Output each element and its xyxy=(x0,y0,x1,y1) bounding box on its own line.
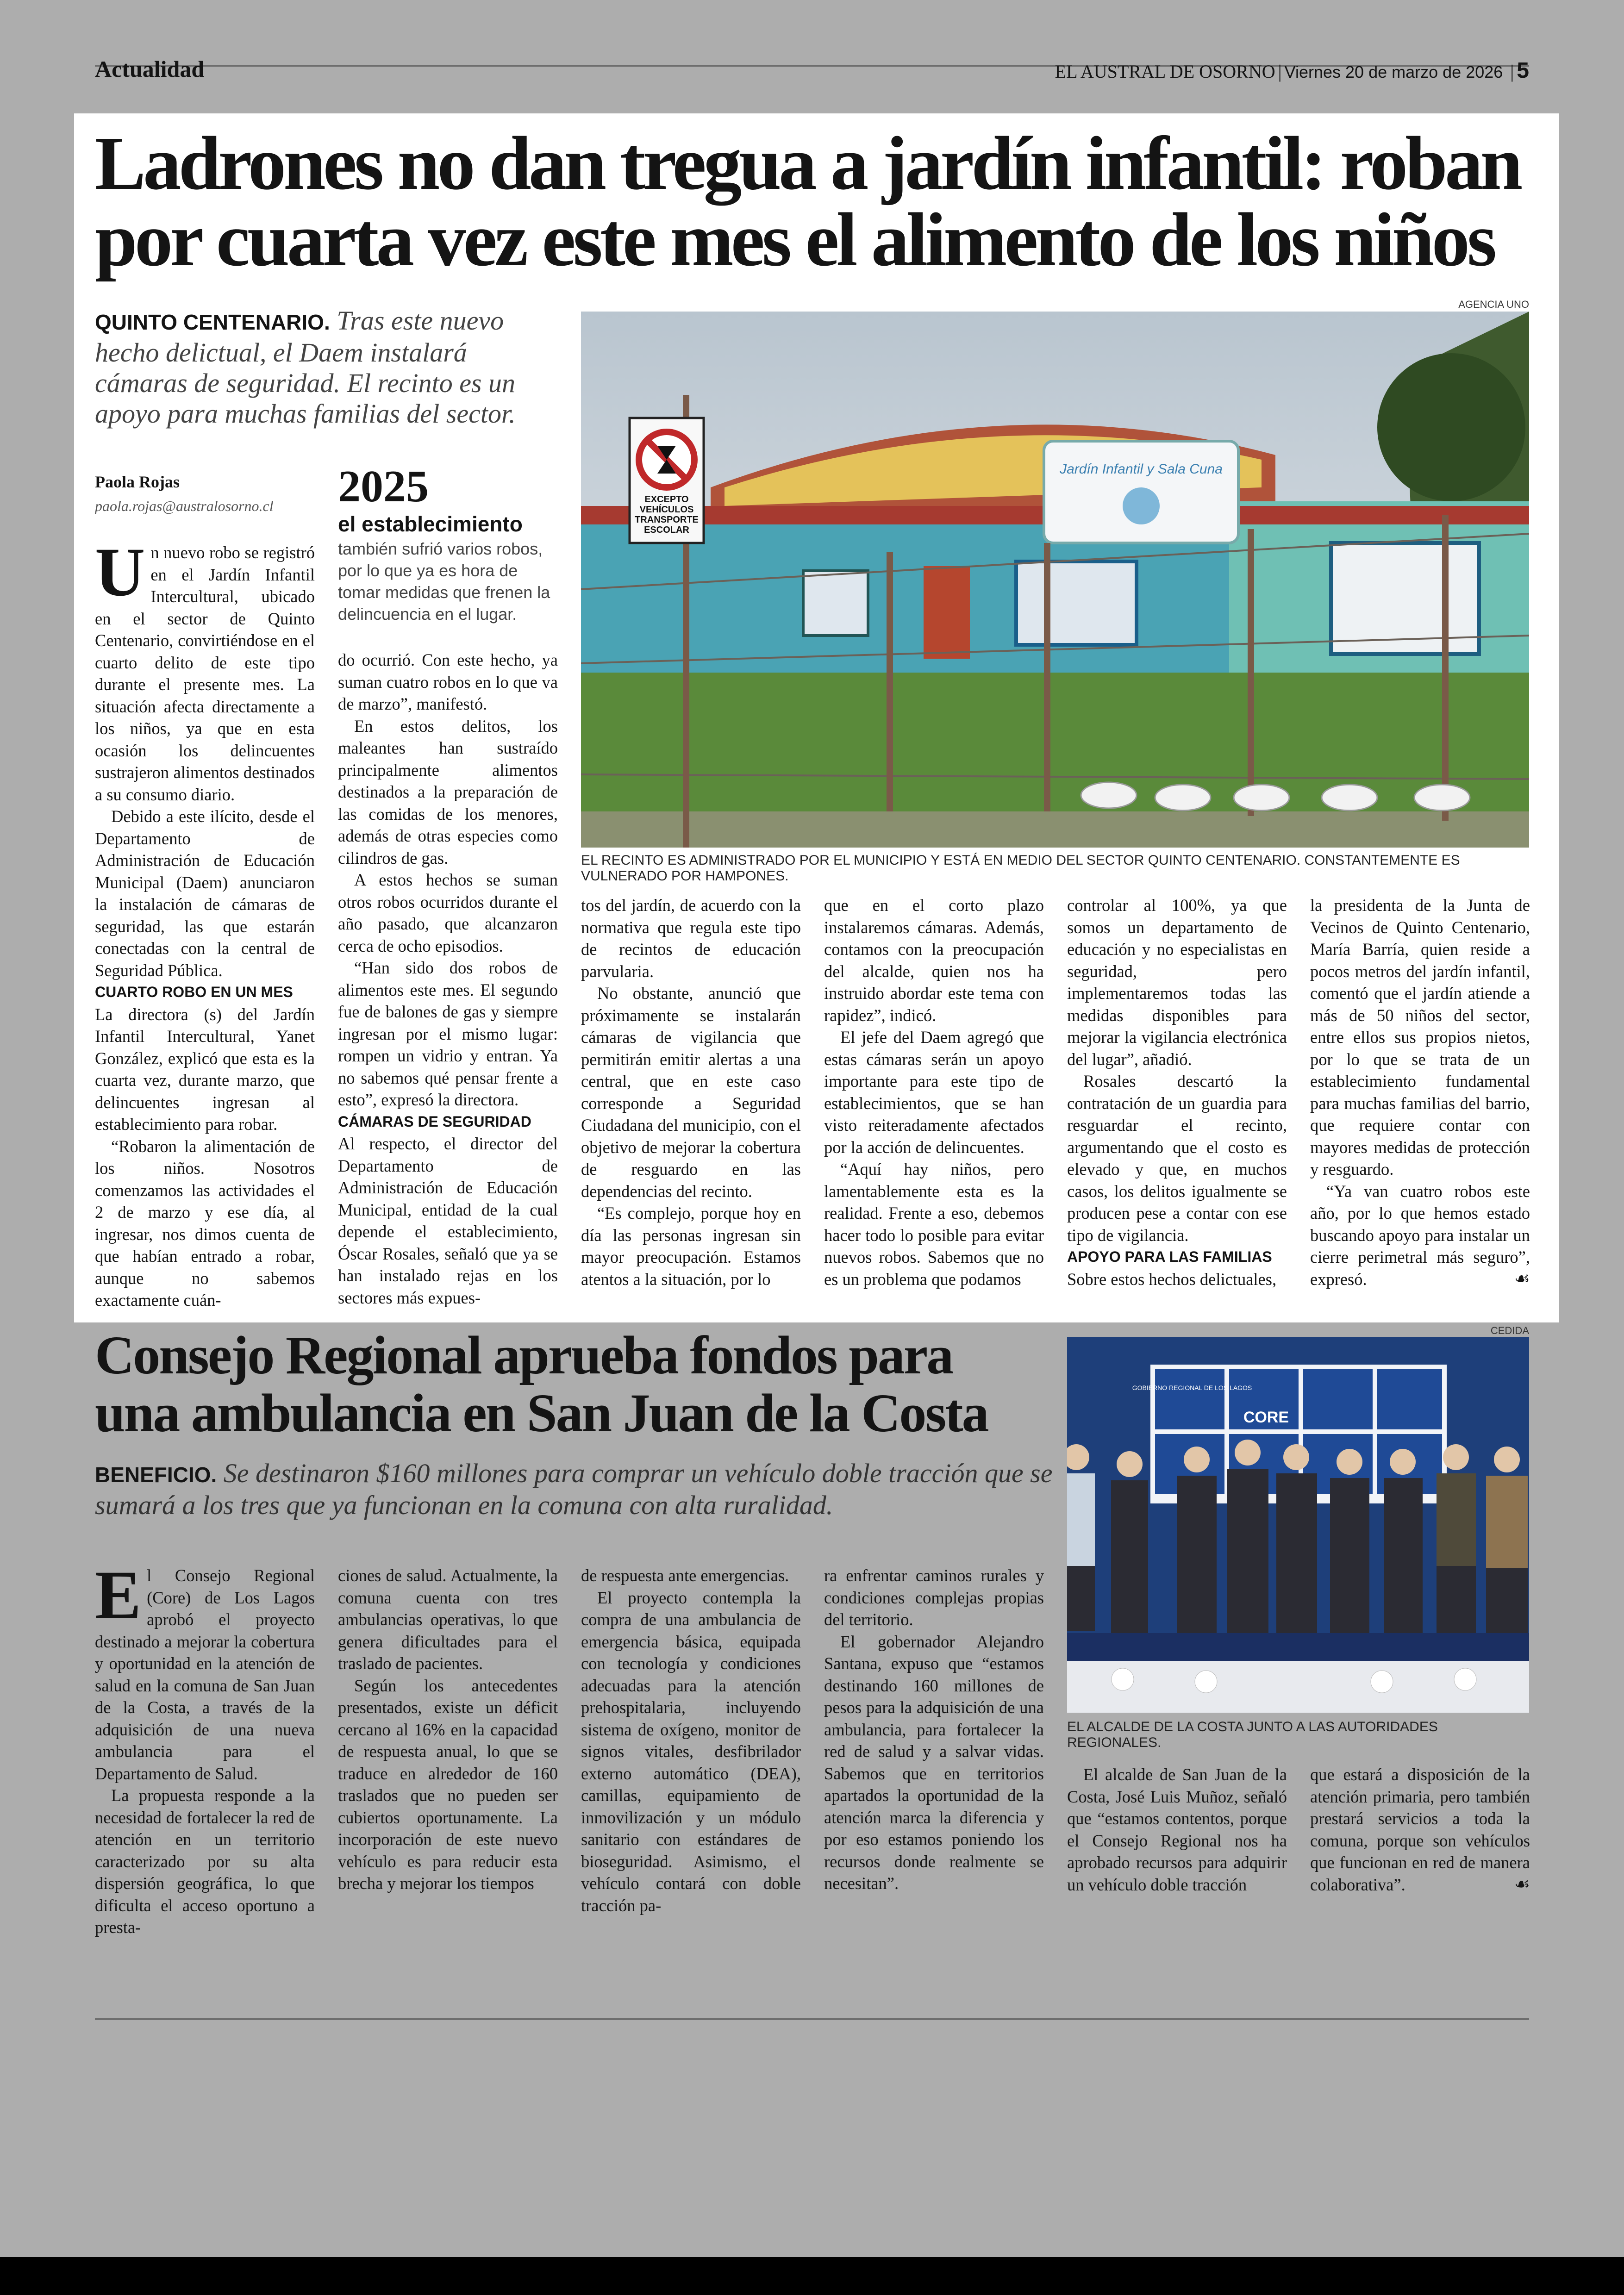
fact-label: el establecimiento xyxy=(338,512,523,536)
paragraph: El alcalde de San Juan de la Costa, José Luis Muñoz, señaló que “estamos contentos, porque el Consejo Regional nos ha aprobado recursos para adquirir un vehículo doble tracción xyxy=(1067,1765,1287,1894)
paragraph: La directora (s) del Jardín Infantil Intercultural, Yanet González, explicó que esta es la cuarta vez, durante marzo, que delincuentes ingresan al establecimiento para robar. xyxy=(95,1004,315,1134)
headline-line-2: una ambulancia en San Juan de la Costa xyxy=(95,1383,988,1443)
headline-line-1: Consejo Regional aprueba fondos para xyxy=(95,1325,953,1385)
paragraph: “Es complejo, porque hoy en día las personas ingresan sin mayor preocupación. Estamos atentos a la situación, por lo xyxy=(581,1204,801,1289)
paragraph: En estos delitos, los maleantes han sustraído principalmente alimentos destinados a la preparación de las comidas de los menores, además de otras especies como cilindros de gas. xyxy=(338,716,558,867)
author-name: Paola Rojas xyxy=(95,473,180,491)
issue-date: Viernes 20 de marzo de 2026 xyxy=(1284,62,1503,81)
paragraph: “Aquí hay niños, pero lamentablemente esta es la realidad. Frente a eso, debemos hacer todo lo posible para evitar nuevos robos. Sabemos que no es un problema que podamos xyxy=(824,1160,1044,1289)
paragraph: Debido a este ilícito, desde el Departamento de Administración de Educación Municipal (Daem) anunciaron la instalación de cámaras de seguridad, las que estarán conectadas con la central de Seguridad Pública. xyxy=(95,807,315,980)
dropcap: U xyxy=(95,534,145,611)
kindergarten-illustration xyxy=(581,312,1529,848)
masthead xyxy=(1055,58,1529,83)
article-2-headline xyxy=(95,1326,1058,1442)
page-number: 5 xyxy=(1517,58,1529,83)
bottom-bar xyxy=(0,2257,1624,2295)
article-2-column-4 xyxy=(824,1565,1044,1895)
photo-caption: EL ALCALDE DE LA COSTA JUNTO A LAS AUTORIDADES REGIONALES. xyxy=(1067,1719,1438,1750)
end-mark-icon: ☙ xyxy=(1514,1874,1530,1894)
paragraph: No obstante, anunció que próximamente se instalarán cámaras de vigilancia que permitirán emitir alertas a una central, que en este caso corresponde a Seguridad Ciudadana del municipio, con el objetivo de mejorar la cobertura de resguardo en las dependencias del recinto. xyxy=(581,984,801,1201)
headline-line-2: por cuarta vez este mes el alimento de los niños xyxy=(95,197,1494,282)
publication-name: EL AUSTRAL DE OSORNO xyxy=(1055,61,1275,82)
article-1-column-4 xyxy=(824,894,1044,1290)
paragraph: que en el corto plazo instalaremos cámaras. Además, contamos con la preocupación del alcalde, quien nos ha instruido abordar este tema con rapidez”, indicó. xyxy=(824,896,1044,1025)
fact-number: 2025 xyxy=(338,461,429,511)
dropcap: E xyxy=(95,1557,142,1634)
paragraph xyxy=(1310,1764,1530,1896)
headline-line-1: Ladrones no dan tregua a jardín infantil: roban xyxy=(95,121,1520,206)
paragraph: ra enfrentar caminos rurales y condiciones complejas propias del territorio. xyxy=(824,1566,1044,1629)
sign-text: EXCEPTO VEHÍCULOS TRANSPORTE ESCOLAR xyxy=(635,494,699,535)
paragraph: n nuevo robo se registró en el Jardín Infantil Intercultural, ubicado en el sector de Quinto Centenario, convirtiéndose en el cuarto delito de este tipo durante el presente mes. La situación afecta directamente a los niños, ya que en esta ocasión los delincuentes sustrajeron alimentos destinados a su consumo diario. xyxy=(95,543,315,804)
subheading: APOYO PARA LAS FAMILIAS xyxy=(1067,1248,1272,1265)
masthead-separator: | xyxy=(1278,61,1282,82)
paragraph: Según los antecedentes presentados, existe un déficit cercano al 16% en la capacidad de respuesta anual, lo que se traduce en alrededor de 160 traslados que no pueden ser cubiertos oportunamente. La incorporación de este nuevo vehículo es para reducir esta brecha y mejorar los tiempos xyxy=(338,1676,558,1893)
bottom-rule xyxy=(95,2018,1529,2020)
article-1-column-6 xyxy=(1310,894,1530,1290)
article-1-column-3 xyxy=(581,894,801,1290)
article-2-column-3 xyxy=(581,1565,801,1916)
paragraph: la presidenta de la Junta de Vecinos de Quinto Centenario, María Barría, quien reside a pocos metros del jardín infantil, comentó que el jardín atiende a más de 50 niños del sector, entre ellos sus propios nietos, por lo que se trata de un establecimiento fundamental para muchas familias del barrio, que requiere contar con mayores medidas de protección y resguardo. xyxy=(1310,896,1530,1179)
article-2-column-2 xyxy=(338,1565,558,1895)
fact-text: también sufrió varios robos, por lo que ya es hora de tomar medidas que frenen la delincuencia en el lugar. xyxy=(338,539,550,624)
paragraph: El jefe del Daem agregó que estas cámaras serán un apoyo importante para este tipo de establecimientos, que se han visto reiteradamente afectados por la acción de delincuentes. xyxy=(824,1028,1044,1157)
subheading: CUARTO ROBO EN UN MES xyxy=(95,984,293,1000)
article-2-kicker xyxy=(95,1458,1058,1521)
paragraph: “Han sido dos robos de alimentos este mes. El segundo fue de balones de gas y siempre ingresan por el mismo lugar: rompen un vidrio y entran. Ya no sabemos qué pensar frente a esto”, expresó la directora. xyxy=(338,958,558,1109)
photo-caption: EL RECINTO ES ADMINISTRADO POR EL MUNICIPIO Y ESTÁ EN MEDIO DEL SECTOR QUINTO CENTENARIO. CONSTANTEMENTE ES VULNERADO POR HAMPONES. xyxy=(581,853,1460,884)
kindergarten-sign-text: Jardín Infantil y Sala Cuna xyxy=(1060,461,1223,477)
paragraph: de respuesta ante emergencias. xyxy=(581,1566,789,1585)
subheading: CÁMARAS DE SEGURIDAD xyxy=(338,1113,531,1130)
masthead-separator: | xyxy=(1510,61,1514,82)
photo-credit: CEDIDA xyxy=(1490,1325,1529,1336)
article-1-headline xyxy=(95,121,1544,282)
author-email: paola.rojas@australosorno.cl xyxy=(95,498,274,514)
article-1-column-2 xyxy=(338,649,558,1309)
article-1-column-5 xyxy=(1067,894,1287,1290)
banner-text: GOBIERNO REGIONAL DE LOS LAGOS xyxy=(1132,1384,1252,1391)
kicker-text: Tras este nuevo hecho delictual, el Daem instalará cámaras de seguridad. El recinto es un apoyo para muchas familias del sector. xyxy=(95,306,516,429)
paragraph: l Consejo Regional (Core) de Los Lagos aprobó el proyecto destinado a mejorar la cobertura y oportunidad en la atención de salud en la comuna de San Juan de la Costa, a través de la adquisición de una nueva ambulancia para el Departamento de Salud. xyxy=(95,1566,315,1783)
paragraph-text: que estará a disposición de la atención primaria, pero también prestará servicios a toda la comuna, porque son vehículos que funcionan en red de manera colaborativa”. xyxy=(1310,1765,1530,1894)
paragraph: El gobernador Alejandro Santana, expuso que “estamos destinando 160 millones de pesos para la adquisición de una ambulancia, para fortalecer la red de salud y a salvar vidas. Sabemos que en territorios apartados la oportunidad de la atención marca la diferencia y por eso estamos poniendo los recursos donde realmente se necesitan”. xyxy=(824,1632,1044,1893)
paragraph: Al respecto, el director del Departamento de Administración de Educación Municipal, entidad de la cual depende el establecimiento, Óscar Rosales, señaló que ya se han instalado rejas en los sectores más expues- xyxy=(338,1134,558,1307)
paragraph: A estos hechos se suman otros robos ocurridos durante el año pasado, que alcanzaron cerca de ocho episodios. xyxy=(338,870,558,955)
kindergarten-photo xyxy=(581,312,1529,848)
end-mark-icon: ☙ xyxy=(1514,1269,1530,1289)
article-1-kicker xyxy=(95,306,558,429)
paragraph: controlar al 100%, ya que somos un departamento de educación y no especialistas en seguridad, pero implementaremos todas las medidas disponibles para mejorar la vigilancia electrónica del lugar”, añadió. xyxy=(1067,896,1287,1069)
paragraph xyxy=(1310,1180,1530,1291)
article-2-column-5 xyxy=(1067,1764,1287,1896)
paragraph: “Robaron la alimentación de los niños. Nosotros comenzamos las actividades el 2 de marzo y ese día, al ingresar, nos dimos cuenta de que habían entrado a robar, aunque no sabemos exactamente cuán- xyxy=(95,1136,315,1310)
kicker-label: BENEFICIO. xyxy=(95,1463,217,1487)
paragraph-text: “Ya van cuatro robos este año, por lo que hemos estado buscando apoyo para instalar un cierre perimetral más seguro”, expresó. xyxy=(1310,1181,1530,1289)
article-2-column-1 xyxy=(95,1557,315,1939)
kicker-text: Se destinaron $160 millones para comprar un vehículo doble tracción que se sumará a los tres que ya funcionan en la comuna con alta ruralidad. xyxy=(95,1458,1053,1520)
banner-core-text: CORE xyxy=(1243,1409,1289,1426)
kicker-label: QUINTO CENTENARIO. xyxy=(95,310,330,334)
paragraph: La propuesta responde a la necesidad de fortalecer la red de atención en un territorio caracterizado por su alta dispersión geográfica, lo que dificulta el acceso oportuno a presta- xyxy=(95,1786,315,1937)
authorities-photo xyxy=(1067,1337,1529,1713)
paragraph: El proyecto contempla la compra de una ambulancia de emergencia básica, equipada con tecnología y condiciones adecuadas para la atención prehospitalaria, incluyendo sistema de oxígeno, monitor de signos vitales, desfibrilador externo automático (DEA), camillas, equipamiento de inmovilización y un módulo sanitario con estándares de bioseguridad. Asimismo, el vehículo contará con doble tracción pa- xyxy=(581,1588,801,1915)
article-2-column-6 xyxy=(1310,1764,1530,1896)
paragraph: Rosales descartó la contratación de un guardia para resguardar el recinto, argumentando que el costo es elevado y que, en muchos casos, los delitos igualmente se producen pese a contar con ese tipo de vigilancia. xyxy=(1067,1072,1287,1245)
paragraph: do ocurrió. Con este hecho, ya suman cuatro robos en lo que va de marzo”, manifestó. xyxy=(338,650,558,713)
photo-credit: AGENCIA UNO xyxy=(1458,299,1529,310)
paragraph: ciones de salud. Actualmente, la comuna cuenta con tres ambulancias operativas, lo que genera dificultades para el traslado de pacientes. xyxy=(338,1566,558,1673)
section-label: Actualidad xyxy=(95,56,205,82)
authorities-illustration xyxy=(1067,1337,1529,1713)
paragraph: tos del jardín, de acuerdo con la normativa que regula este tipo de recintos de educación parvularia. xyxy=(581,896,801,981)
article-1-column-1 xyxy=(95,534,315,1311)
paragraph: Sobre estos hechos delictuales, xyxy=(1067,1269,1277,1289)
